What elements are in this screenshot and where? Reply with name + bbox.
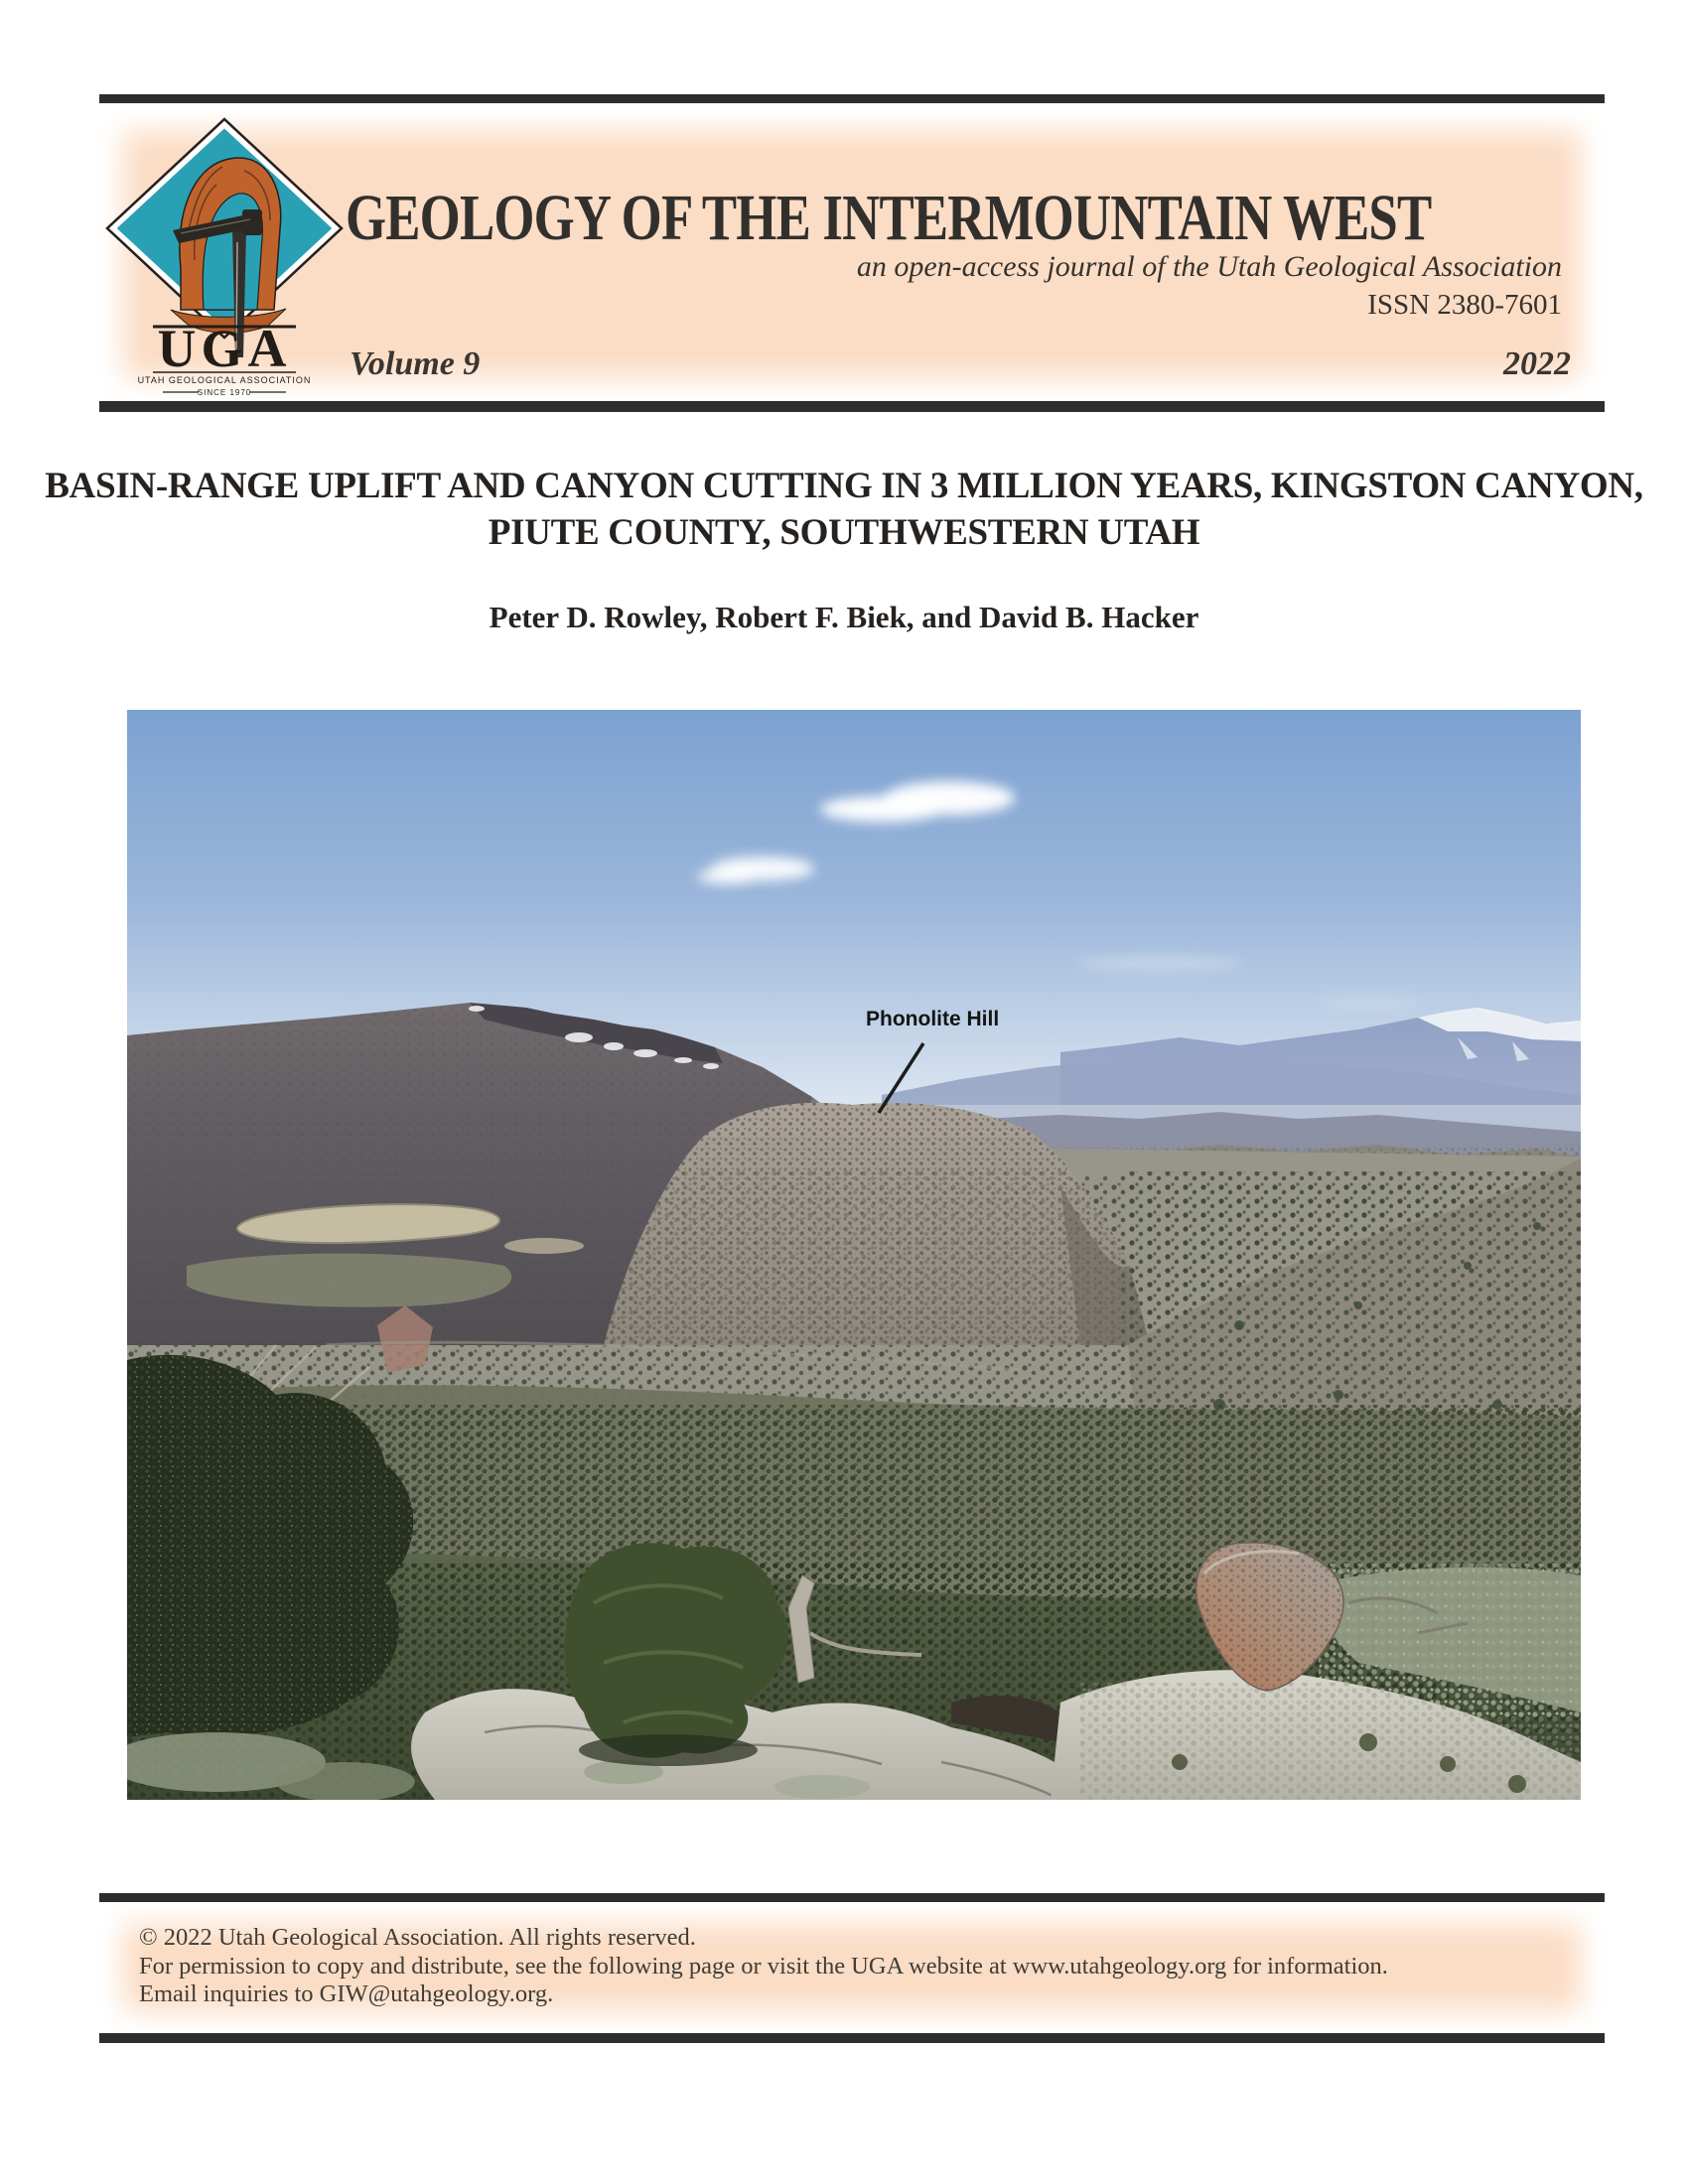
publication-year: 2022 bbox=[1503, 345, 1571, 382]
footer-text bbox=[139, 1924, 1579, 2009]
article-authors: Peter D. Rowley, Robert F. Biek, and David B. Hacker bbox=[489, 600, 1199, 634]
footer-bottom-rule bbox=[99, 2033, 1605, 2043]
logo-org-name: UTAH GEOLOGICAL ASSOCIATION bbox=[137, 375, 312, 385]
footer-email: Email inquiries to GIW@utahgeology.org. bbox=[139, 1980, 554, 2007]
footer-permission: For permission to copy and distribute, see the following page or visit the UGA website at www.utahgeology.org for information. bbox=[139, 1952, 1388, 1979]
logo-since: SINCE 1970 bbox=[197, 388, 252, 397]
journal-subtitle: an open-access journal of the Utah Geological Association bbox=[856, 250, 1562, 283]
journal-issn: ISSN 2380-7601 bbox=[1367, 289, 1562, 321]
header-bottom-rule bbox=[99, 401, 1605, 412]
landscape-photo-graphic bbox=[127, 710, 1581, 1800]
uga-logo bbox=[105, 111, 344, 401]
footer-top-rule bbox=[99, 1893, 1605, 1902]
logo-acronym: UGA bbox=[157, 319, 292, 378]
cover-photo bbox=[127, 710, 1581, 1800]
article-title-line1: BASIN-RANGE UPLIFT AND CANYON CUTTING IN 3 MILLION YEARS, KINGSTON CANYON, bbox=[45, 466, 1643, 506]
article-title-line2: PIUTE COUNTY, SOUTHWESTERN UTAH bbox=[488, 512, 1200, 553]
volume-number: Volume 9 bbox=[350, 345, 481, 382]
header-top-rule bbox=[99, 94, 1605, 103]
photo-annotation: Phonolite Hill bbox=[866, 1008, 1000, 1030]
footer-copyright: © 2022 Utah Geological Association. All rights reserved. bbox=[139, 1924, 696, 1951]
article-title bbox=[0, 463, 1688, 556]
journal-title: GEOLOGY OF THE INTERMOUNTAIN WEST bbox=[346, 182, 1432, 254]
